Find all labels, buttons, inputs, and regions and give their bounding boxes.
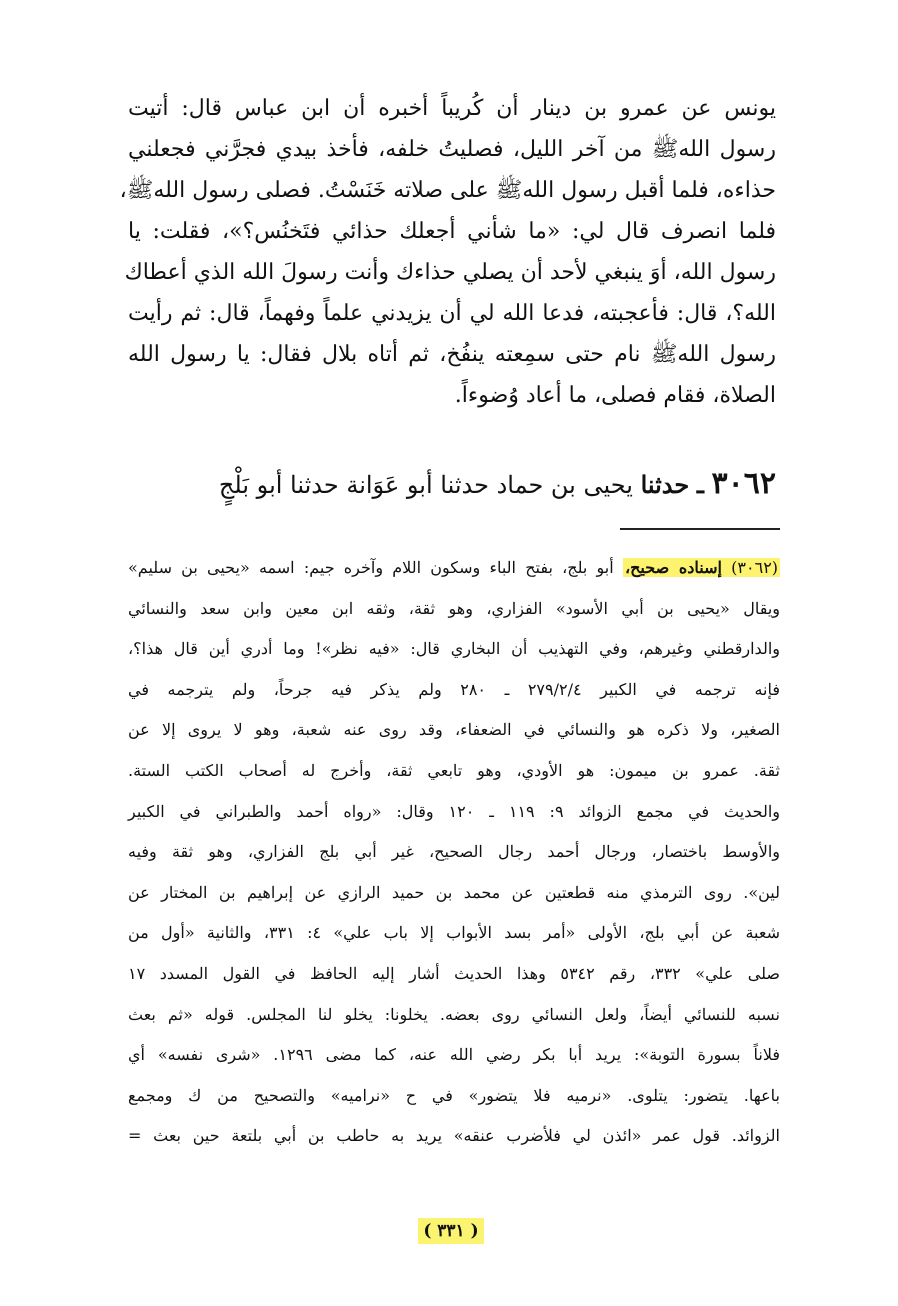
footnote-line: ويقال «يحيى بن أبي الأسود» الفزاري، وهو ثقة، وثقه ابن معين وابن سعد والنسائي — [128, 598, 780, 618]
footnote-line: الصغير، ولا ذكره هو والنسائي في الضعفاء، وقد روى عنه شعبة، وهو لا يروى إلا عن — [128, 720, 780, 740]
hadith-header — [128, 462, 776, 507]
text-line: رسول اللهﷺ من آخر الليل، فصليتُ خلفه، فأخذ بيدي فجرَّني فجعلني — [128, 137, 776, 162]
footnote-line: فلاناً بسورة التوبة»: يريد أبا بكر رضي الله عنه، كما مضى ١٢٩٦. «شرى نفسه» أي — [128, 1045, 781, 1065]
footnote-line: والدارقطني وغيرهم، وفي التهذيب أن البخاري قال: «فيه نظر»! وما أدري أين قال هذا؟، — [128, 639, 780, 659]
hadith-dash: ـ — [696, 470, 704, 499]
footnote-line: فإنه ترجمه في الكبير ٢٧٩/٢/٤ ـ ٢٨٠ ولم يذكر فيه جرحاً، ولم يترجمه في — [128, 679, 780, 699]
text-line: رسول اللهﷺ نام حتى سمِعته ينفُخ، ثم أتاه بلال فقال: يا رسول الله — [128, 342, 776, 367]
text-line: رسول الله، أوَ ينبغي لأحد أن يصلي حذاءك وأنت رسولَ الله الذي أعطاك — [124, 260, 776, 285]
hadith-chain: يحيى بن حماد حدثنا أبو عَوَانة حدثنا أبو بَلْجٍ — [218, 471, 633, 499]
text-line: يونس عن عمرو بن دينار أن كُريباً أخبره أن ابن عباس قال: أتيت — [128, 96, 776, 121]
hadith-number: ٣٠٦٢ — [711, 466, 776, 501]
footnote-text: أبو بلج، بفتح الباء وسكون اللام وآخره جيم: اسمه «يحيى بن سليم» — [128, 558, 614, 577]
footnote-line: لين». روى الترمذي منه قطعتين عن محمد بن حميد الرازي عن إبراهيم بن المختار عن — [128, 882, 780, 902]
footnote-line: والأوسط باختصار، ورجال أحمد رجال الصحيح، غير أبي بلج الفزاري، وهو ثقة وفيه — [128, 842, 780, 862]
footnote-first-line — [128, 548, 780, 589]
footnote-line: الزوائد. قول عمر «ائذن لي فلأضرب عنقه» يريد به حاطب بن أبي بلتعة حين بعث = — [128, 1126, 780, 1146]
footnote-separator — [620, 528, 780, 530]
footnote-line: نسبه للنسائي أيضاً، ولعل النسائي روى بعضه. يخلونا: يخلو لنا المجلس. قوله «ثم بعث — [128, 1004, 780, 1024]
hadith-body-text — [119, 88, 776, 416]
hadith-lead-word: حدثنا — [640, 470, 690, 499]
text-line: فلما انصرف قال لي: «ما شأني أجعلك حذائي فتَخنُس؟»، فقلت: يا — [128, 219, 776, 244]
footnote-line: صلى علي» ٣٣٢، رقم ٥٣٤٢ وهذا الحديث أشار إليه الحافظ في القول المسدد ١٧ — [128, 963, 781, 983]
footnote-line: والحديث في مجمع الزوائد ٩: ١١٩ ـ ١٢٠ وقال: «رواه أحمد والطبراني في الكبير — [128, 801, 780, 821]
text-line: الله؟، قال: فأعجبته، فدعا الله لي أن يزيدني علماً وفهماً، قال: ثم رأيت — [128, 301, 776, 326]
footnote-line: باعها. يتضور: يتلوى. «نرميه فلا يتضور» في ح «نراميه» والتصحيح من ك ومجمع — [128, 1085, 780, 1105]
footnote-line: شعبة عن أبي بلج، الأولى «أمر بسد الأبواب إلا باب علي» ٤: ٣٣١، والثانية «أول من — [128, 923, 781, 943]
footnote-ref: (٣٠٦٢) — [731, 558, 779, 577]
footnote-block — [128, 548, 780, 1157]
highlighted-grade — [623, 558, 780, 577]
footnote-line: ثقة. عمرو بن ميمون: هو الأودي، وهو تابعي ثقة، وأخرج له أصحاب الكتب الستة. — [128, 760, 781, 780]
page-number: ( ٣٣١ ) — [418, 1218, 484, 1244]
text-line: الصلاة، فقام فصلى، ما أعاد وُضوءاً. — [454, 383, 776, 408]
text-line: حذاءه، فلما أقبل رسول اللهﷺ على صلاته خَنَسْتُ. فصلى رسول اللهﷺ، — [119, 178, 776, 203]
footnote-grade: إسناده صحيح، — [624, 558, 722, 577]
